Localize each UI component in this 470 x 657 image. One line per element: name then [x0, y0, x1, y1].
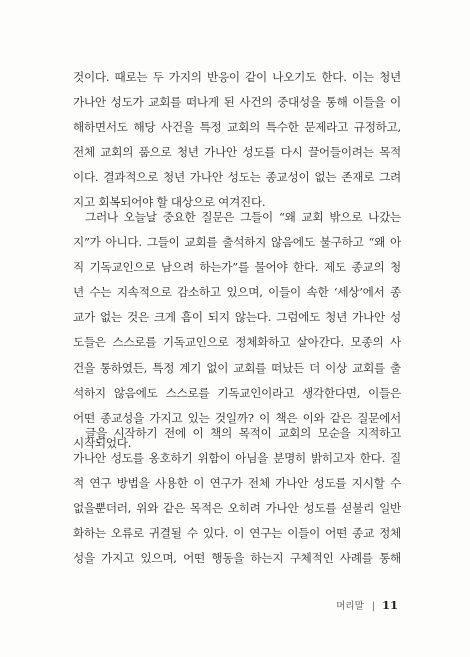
text-line: 가나안 성도를 옹호하기 위함이 아님을 분명히 밝히고자 한다. 질 — [73, 451, 401, 466]
paragraph-2 — [73, 205, 401, 456]
text-line: 석하지 않음에도 스스로를 기독교인이라고 생각한다면, 이들은 — [73, 385, 401, 400]
text-line: 년 수는 지속적으로 감소하고 있으며, 이들이 속한 ‘세상’에서 종 — [73, 285, 401, 300]
text-line: 적 연구 방법을 사용한 이 연구가 전체 가나안 성도를 지시할 수 — [73, 476, 401, 491]
text-line: 가나안 성도가 교회를 떠나게 된 사건의 중대성을 통해 이들을 이 — [73, 95, 401, 110]
text-line: 어떤 종교성을 가지고 있는 것일까? 이 책은 이와 같은 질문에서 — [73, 410, 401, 425]
section-title: 머리말 — [336, 601, 364, 612]
text-line: 지고 회복되어야 할 대상으로 여겨진다. — [73, 195, 266, 210]
text-line: 것이다. 때로는 두 가지의 반응이 같이 나오기도 한다. 이는 청년 — [73, 70, 401, 84]
text-line: 화하는 오류로 귀결될 수 있다. 이 연구는 이들이 어떤 종교 정체 — [73, 526, 401, 541]
page-footer — [0, 598, 398, 612]
text-line: 건을 통하였든, 특정 계기 없이 교회를 떠났든 더 이상 교회를 출 — [73, 360, 401, 375]
text-line: 해하면서도 해당 사건을 특정 교회의 특수한 문제라고 규정하고, — [73, 120, 401, 135]
text-line: 전체 교회의 품으로 청년 가나안 성도를 다시 끌어들이려는 목적 — [73, 145, 401, 160]
text-line: 없을뿐더러, 위와 같은 목적은 오히려 가나안 성도를 섣불리 일반 — [73, 501, 401, 516]
text-line: 직 기독교인으로 남으려 하는가”를 물어야 한다. 제도 종교의 청 — [73, 260, 401, 275]
text-line: 성을 가지고 있으며, 어떤 행동을 하는지 구체적인 사례를 통해 — [73, 551, 401, 566]
text-line: 도들은 스스로를 기독교인으로 정체화하고 살아간다. 모종의 사 — [73, 335, 401, 350]
text-line: 지”가 아니다. 그들이 교회를 출석하지 않음에도 불구하고 “왜 아 — [73, 235, 401, 250]
text-line: 그러나 오늘날 중요한 질문은 그들이 “왜 교회 밖으로 나갔는 — [85, 210, 401, 224]
paragraph-1 — [73, 65, 401, 216]
text-line: 교가 없는 것은 크게 흠이 되지 않는다. 그럼에도 청년 가나안 성 — [73, 310, 401, 325]
text-line: 시작되었다. — [73, 435, 132, 450]
footer-separator: | — [371, 601, 375, 612]
text-line: 이다. 결과적으로 청년 가나안 성도는 종교성이 없는 존재로 그려 — [73, 170, 401, 185]
paragraph-3 — [73, 421, 401, 572]
text-line: 글을 시작하기 전에 이 책의 목적이 교회의 모순을 지적하고 — [85, 426, 401, 440]
page-number: 11 — [381, 598, 398, 612]
